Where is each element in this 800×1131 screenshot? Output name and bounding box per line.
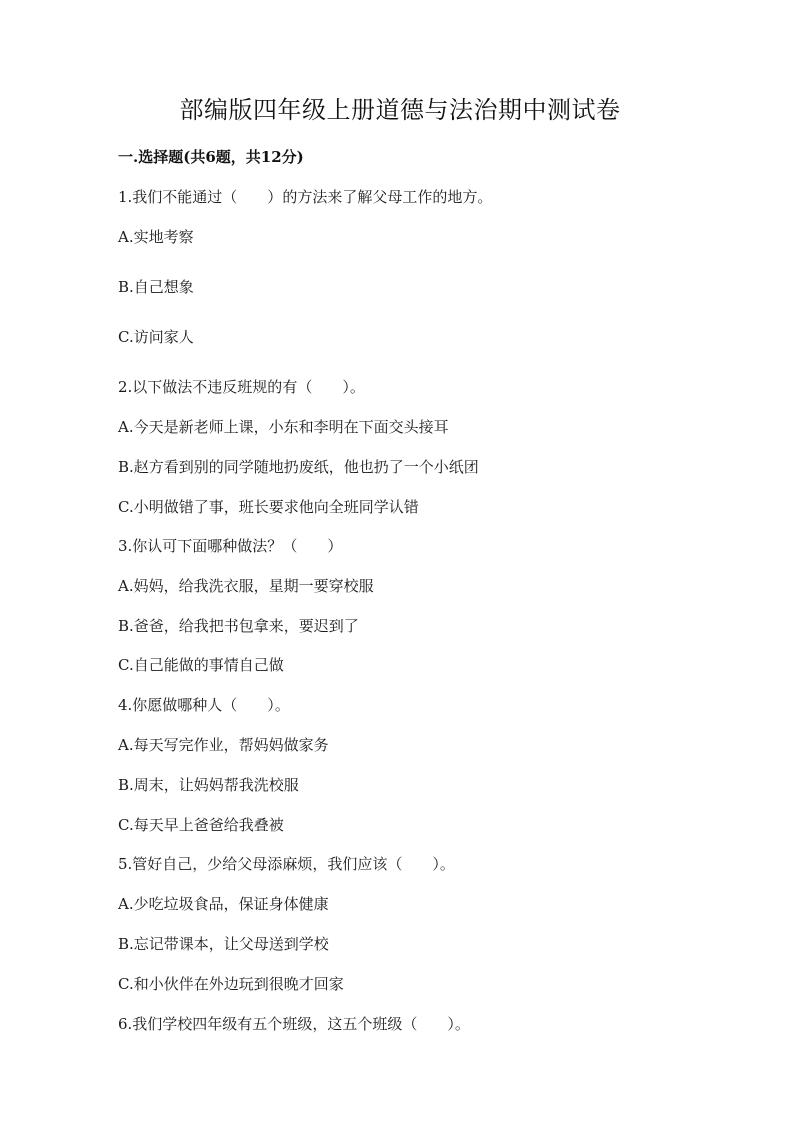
answer-option: B.忘记带课本，让父母送到学校 (118, 935, 329, 953)
answer-option: A.妈妈，给我洗衣服，星期一要穿校服 (118, 577, 374, 595)
answer-option: C.访问家人 (118, 328, 194, 346)
answer-option: B.赵方看到别的同学随地扔废纸，他也扔了一个小纸团 (118, 458, 479, 476)
answer-option: B.自己想象 (118, 278, 194, 296)
answer-option: C.小明做错了事，班长要求他向全班同学认错 (118, 498, 419, 516)
answer-option: C.自己能做的事情自己做 (118, 656, 284, 674)
answer-option: A.每天写完作业，帮妈妈做家务 (118, 736, 329, 754)
answer-option: B.爸爸，给我把书包拿来，要迟到了 (118, 617, 359, 635)
answer-option: C.每天早上爸爸给我叠被 (118, 816, 284, 834)
question-stem: 3.你认可下面哪种做法？（ ） (118, 537, 343, 555)
section-heading: 一.选择题(共6题，共12分) (118, 148, 304, 166)
question-stem: 6.我们学校四年级有五个班级，这五个班级（ ）。 (118, 1015, 470, 1033)
answer-option: C.和小伙伴在外边玩到很晚才回家 (118, 975, 344, 993)
answer-option: B.周末，让妈妈帮我洗校服 (118, 776, 299, 794)
question-stem: 2.以下做法不违反班规的有（ ）。 (118, 378, 365, 396)
page-title: 部编版四年级上册道德与法治期中测试卷 (179, 96, 621, 124)
answer-option: A.今天是新老师上课，小东和李明在下面交头接耳 (118, 418, 449, 436)
question-stem: 4.你愿做哪种人（ ）。 (118, 696, 290, 714)
answer-option: A.实地考察 (118, 228, 194, 246)
question-stem: 1.我们不能通过（ ）的方法来了解父母工作的地方。 (118, 188, 493, 206)
question-stem: 5.管好自己，少给父母添麻烦，我们应该（ ）。 (118, 855, 455, 873)
answer-option: A.少吃垃圾食品，保证身体健康 (118, 895, 329, 913)
